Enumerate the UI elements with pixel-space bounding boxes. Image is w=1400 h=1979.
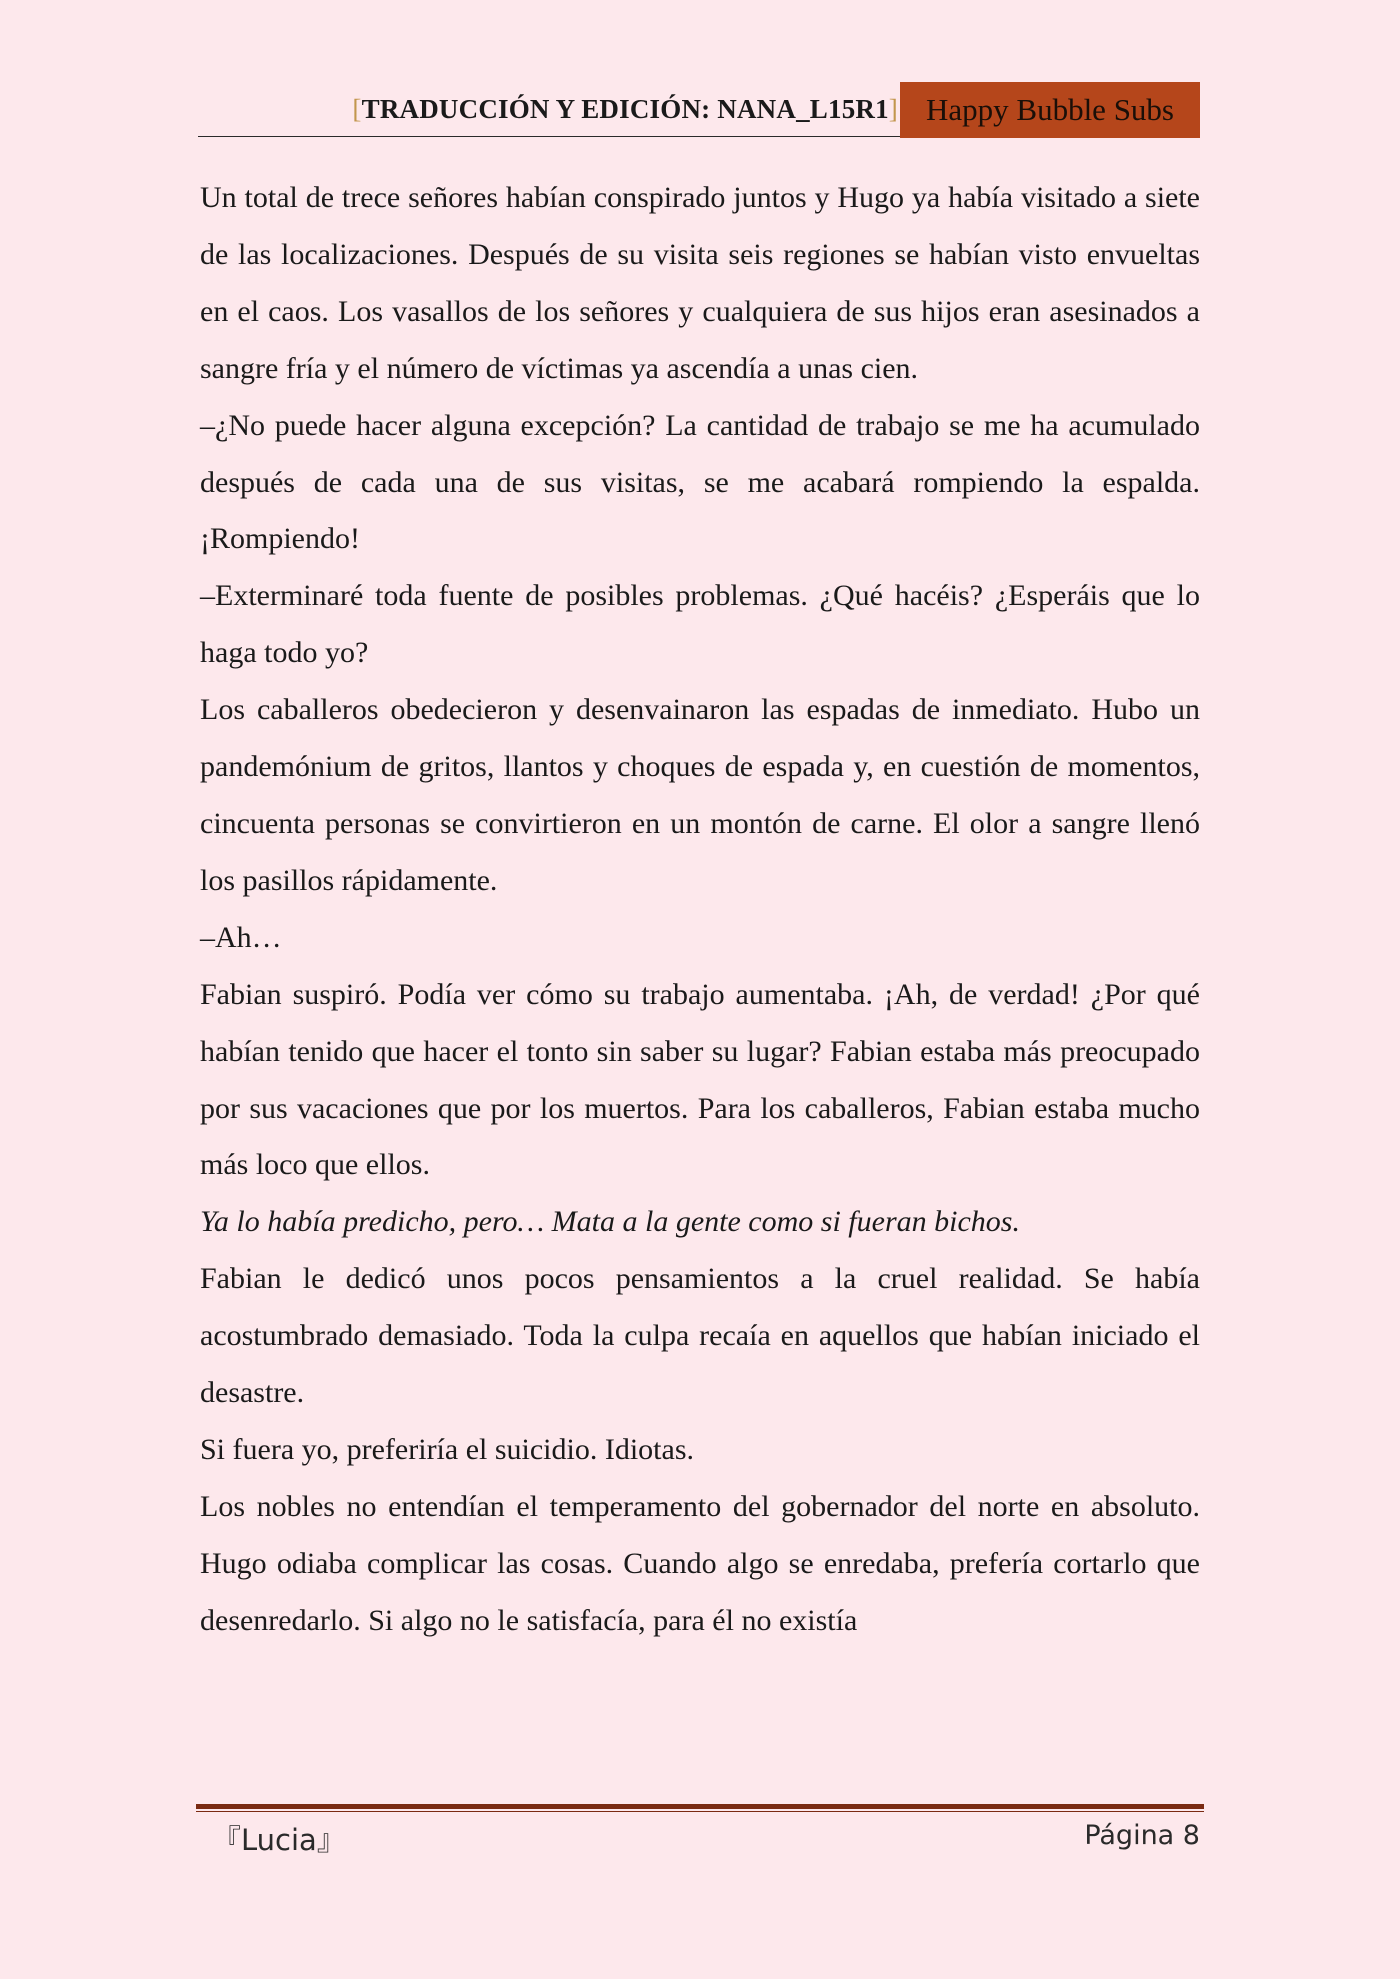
footer-rule bbox=[196, 1804, 1204, 1809]
paragraph: Los caballeros obedecieron y desenvainaron las espadas de inmediato. Hubo un pandemónium de gritos, llantos y choques de espada y, en cuestión de momentos, cincuenta personas se convirtieron en un montón de carne. El olor a sangre llenó los pasillos rápidamente. bbox=[200, 693, 1200, 897]
group-tag: Happy Bubble Subs bbox=[900, 82, 1200, 138]
translation-credit bbox=[352, 94, 898, 125]
paragraph: –¿No puede hacer alguna excepción? La cantidad de trabajo se me ha acumulado después de cada una de sus visitas, se me acabará rompiendo la espalda. ¡Rompiendo! bbox=[200, 408, 1200, 556]
page-number: Página 8 bbox=[1084, 1820, 1200, 1851]
header-rule bbox=[198, 136, 900, 137]
italic-thought: Ya lo había predicho, pero… Mata a la gente como si fueran bichos. bbox=[200, 1205, 1020, 1239]
bracket-close: ] bbox=[888, 94, 898, 124]
footer-rule-thin bbox=[196, 1811, 1204, 1812]
paragraph: Fabian suspiró. Podía ver cómo su trabajo aumentaba. ¡Ah, de verdad! ¿Por qué habían tenido que hacer el tonto sin saber su lugar? Fabian estaba más preocupado por sus vacaciones que por los muertos. Para los caballeros, Fabian estaba mucho más loco que ellos. bbox=[200, 977, 1200, 1182]
paragraph: Si fuera yo, preferiría el suicidio. Idiotas. bbox=[200, 1432, 695, 1466]
paragraph: Los nobles no entendían el temperamento del gobernador del norte en absoluto. Hugo odiaba complicar las cosas. Cuando algo se enredaba, prefería cortarlo que desenredarlo. Si algo no le satisfacía, para él no existía bbox=[200, 1489, 1200, 1637]
paragraph: Un total de trece señores habían conspirado juntos y Hugo ya había visitado a siete de las localizaciones. Después de su visita seis regiones se habían visto envueltas en el caos. Los vasallos de los señores y cualquiera de sus hijos eran asesinados a sangre fría y el número de víctimas ya ascendía a unas cien. bbox=[200, 181, 1200, 385]
book-title: 『Lucia』 bbox=[212, 1823, 346, 1857]
page-header bbox=[198, 82, 1200, 138]
bracket-open: [ bbox=[352, 94, 362, 124]
page-body bbox=[200, 170, 1200, 1650]
paragraph: Fabian le dedicó unos pocos pensamientos a la cruel realidad. Se había acostumbrado demasiado. Toda la culpa recaía en aquellos que habían iniciado el desastre. bbox=[200, 1262, 1200, 1410]
credit-text: TRADUCCIÓN Y EDICIÓN: NANA_L15R1 bbox=[361, 94, 889, 124]
paragraph: –Exterminaré toda fuente de posibles problemas. ¿Qué hacéis? ¿Esperáis que lo haga todo yo? bbox=[200, 579, 1200, 670]
paragraph: –Ah… bbox=[200, 920, 282, 954]
